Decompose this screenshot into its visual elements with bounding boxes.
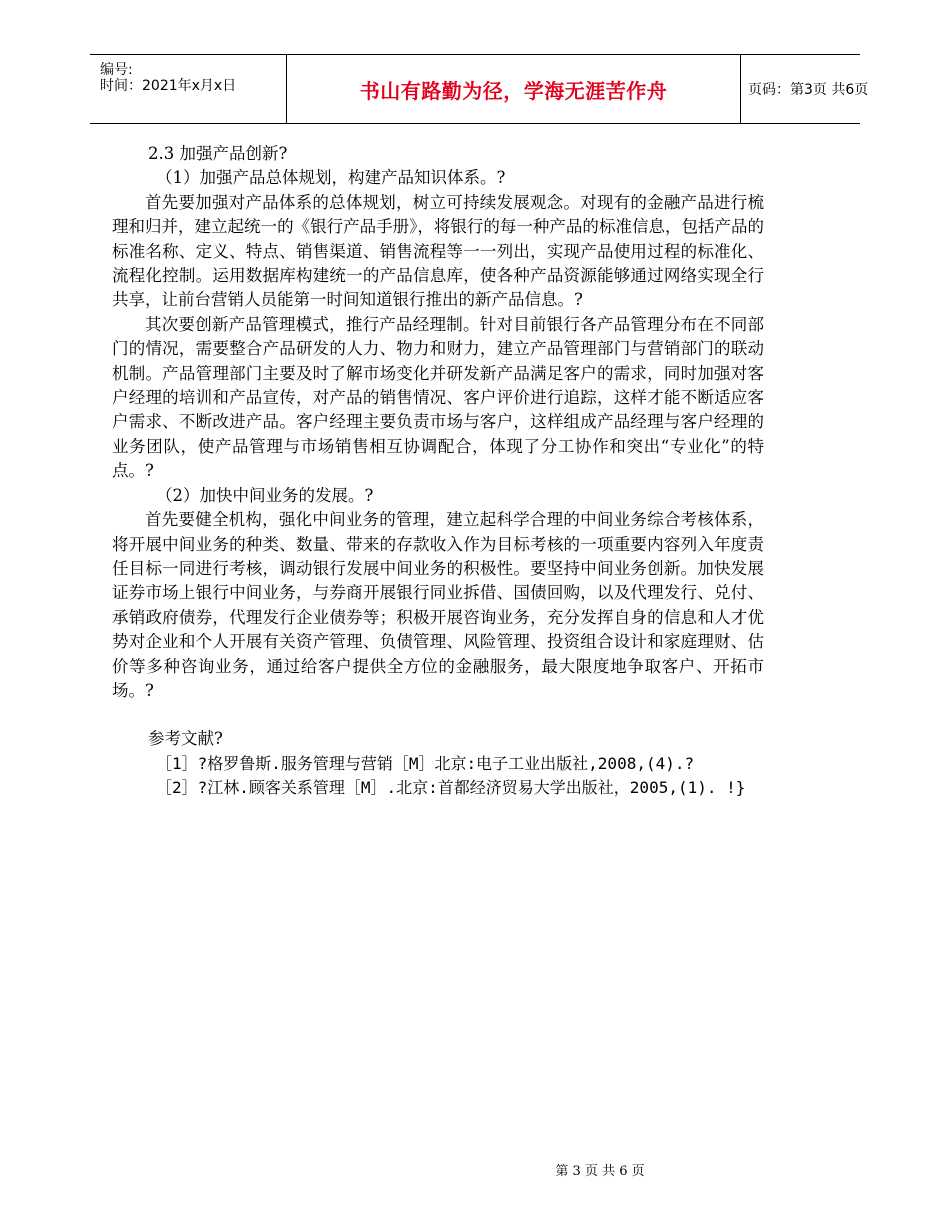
document-code-label: 编号: xyxy=(100,62,133,78)
paragraph-1: 首先要加强对产品体系的总体规划，树立可持续发展观念。对现有的金融产品进行梳理和归并，建立起统一的《银行产品手册》，将银行的每一种产品的标准信息，包括产品的标准名称、定义、特点、销售渠道、销售流程等一一列出，实现产品使用过程的标准化、流程化控制。运用数据库构建统一的产品信息库，使各种产品资源能够通过网络实现全行共享，让前台营销人员能第一时间知道银行推出的新产品信息。? xyxy=(112,192,764,310)
header-motto-cell xyxy=(286,55,741,123)
header-page-cell xyxy=(740,55,868,123)
page-footer xyxy=(0,1160,950,1179)
page-header xyxy=(90,54,869,124)
reference-item-1: ［1］?格罗鲁斯.服务管理与营销［M］北京:电子工业出版社,2008,(4).? xyxy=(156,753,695,773)
header-page-number: 页码：第3页 共6页 xyxy=(748,82,869,98)
paragraph-2: 其次要创新产品管理模式，推行产品经理制。针对目前银行各产品管理分布在不同部门的情况，需要整合产品研发的人力、物力和财力，建立产品管理部门与营销部门的联动机制。产品管理部门主要及时了解市场变化并研发新产品满足客户的需求，同时加强对客户经理的培训和产品宣传，对产品的销售情况、客户评价进行追踪，这样才能不断适应客户需求、不断改进产品。客户经理主要负责市场与客户，这样组成产品经理与客户经理的业务团队，使产品管理与市场销售相互协调配合，体现了分工协作和突出“专业化”的特点。? xyxy=(112,314,764,481)
document-time-label: 时间：2021年x月x日 xyxy=(100,78,237,94)
references-title: 参考文献? xyxy=(148,729,223,749)
footer-page-number: 第 3 页 共 6 页 xyxy=(555,1164,645,1179)
paragraph-3: 首先要健全机构，强化中间业务的管理，建立起科学合理的中间业务综合考核体系，将开展中间业务的种类、数量、带来的存款收入作为目标考核的一项重要内容列入年度责任目标一同进行考核，调动银行发展中间业务的积极性。要坚持中间业务创新。加快发展证券市场上银行中间业务，与券商开展银行同业拆借、国债回购，以及代理发行、兑付、承销政府债券，代理发行企业债券等；积极开展咨询业务，充分发挥自身的信息和人才优势对企业和个人开展有关资产管理、负债管理、风险管理、投资组合设计和家庭理财、估价等多种咨询业务，通过给客户提供全方位的金融服务，最大限度地争取客户、开拓市场。? xyxy=(112,510,764,700)
subsection-title-1: （1）加强产品总体规划，构建产品知识体系。? xyxy=(156,168,506,188)
document-body xyxy=(112,142,764,801)
reference-item-2: ［2］?江林.顾客关系管理［M］.北京:首都经济贸易大学出版社，2005,(1). !} xyxy=(156,778,746,798)
header-motto: 书山有路勤为径，学海无涯苦作舟 xyxy=(359,78,668,103)
header-meta xyxy=(90,55,286,123)
spacer xyxy=(112,703,764,727)
section-title: 2.3 加强产品创新? xyxy=(148,144,288,163)
subsection-title-2: （2）加快中间业务的发展。? xyxy=(156,485,374,505)
